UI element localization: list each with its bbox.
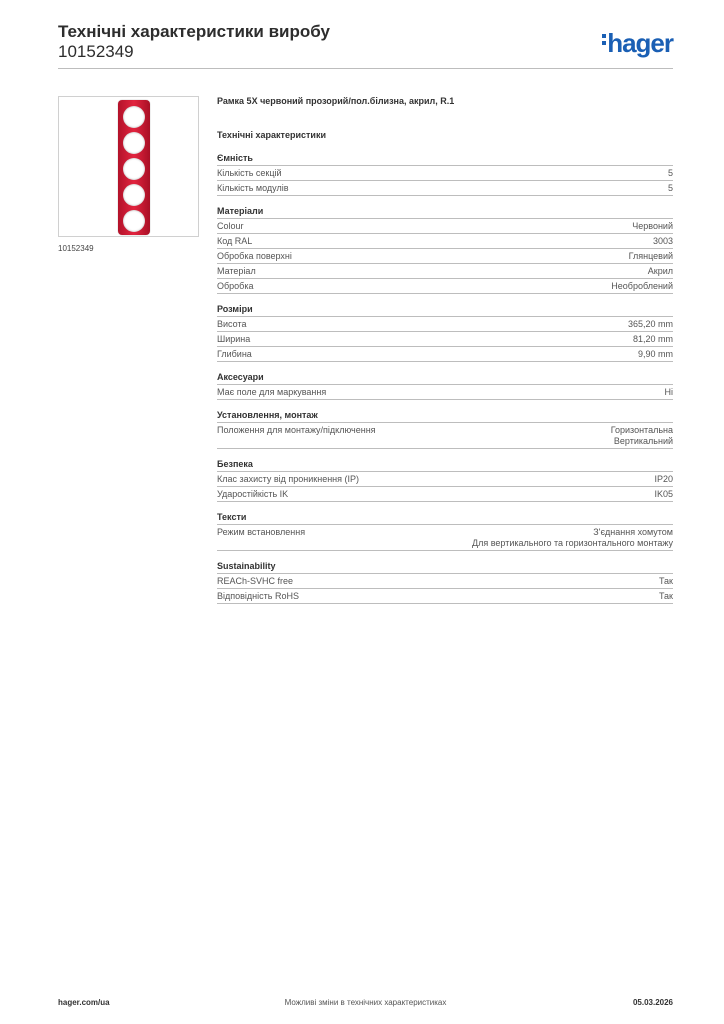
spec-value-line: Необроблений [611,281,673,291]
spec-row [217,166,673,181]
spec-label: Положення для монтажу/підключення [217,425,376,435]
spec-value-line: Так [658,576,673,586]
spec-row [217,423,673,449]
spec-label: Обробка поверхні [217,251,292,261]
spec-value [629,251,673,262]
spec-value [653,236,673,247]
spec-row [217,264,673,279]
logo-dots-icon [602,31,606,48]
spec-label: Кількість модулів [217,183,289,193]
spec-value-line: IP20 [654,474,673,484]
spec-value [654,489,673,500]
spec-value-line: 3003 [652,236,673,246]
spec-row [217,574,673,589]
spec-group-title: Розміри [217,304,673,317]
spec-value [611,281,673,292]
spec-value [628,319,673,330]
spec-row [217,487,673,502]
document-header [58,22,673,62]
spec-value [633,334,673,345]
frame-opening-icon [123,158,145,180]
spec-value [638,349,673,360]
red-5-gang-frame-image [118,100,150,235]
spec-value [665,387,674,398]
spec-value-line: 365,20 mm [627,319,673,329]
spec-group [217,410,673,449]
spec-value [632,221,673,232]
spec-value-line: З'єднання хомутом [593,527,673,537]
spec-value-line: Так [658,591,673,601]
spec-value [659,591,673,602]
spec-group-title: Sustainability [217,561,673,574]
spec-row [217,317,673,332]
spec-label: Має поле для маркування [217,387,327,397]
spec-value-line: Ні [664,387,673,397]
spec-label: Клас захисту від проникнення (IP) [217,474,360,484]
spec-row [217,234,673,249]
spec-label: Обробка [217,281,254,291]
footer-date: 05.03.2026 [632,998,673,1007]
spec-group-title: Безпека [217,459,673,472]
spec-row [217,332,673,347]
spec-label: Відповідність RoHS [217,591,299,601]
spec-group [217,459,673,502]
spec-label: Ударостійкість IK [217,489,289,499]
spec-value [668,183,673,194]
spec-value-line: 5 [667,183,673,193]
spec-row [217,347,673,362]
hager-logo [602,28,673,59]
logo-text: hager [607,28,673,58]
spec-value [648,266,673,277]
spec-label: Глибина [217,349,252,359]
spec-group [217,153,673,196]
spec-row [217,279,673,294]
spec-group-title: Матеріали [217,206,673,219]
spec-label: Кількість секцій [217,168,282,178]
frame-opening-icon [123,184,145,206]
spec-row [217,525,673,551]
spec-group [217,512,673,551]
spec-label: Режим встановлення [217,527,306,537]
spec-group-title: Аксесуари [217,372,673,385]
spec-value-line: 81,20 mm [632,334,673,344]
spec-value [472,527,673,549]
spec-groups [217,153,673,604]
spec-value-line: Червоний [632,221,673,231]
article-number: 10152349 [58,42,134,61]
spec-group [217,206,673,294]
spec-group [217,561,673,604]
spec-value-line: Глянцевий [628,251,673,261]
spec-group [217,372,673,400]
spec-label: Ширина [217,334,251,344]
spec-label: Colour [217,221,244,231]
spec-row [217,219,673,234]
spec-value-line: 5 [667,168,673,178]
frame-opening-icon [123,106,145,128]
footer-note: Можливі зміни в технічних характеристиках [284,998,447,1007]
spec-value-line: Горизонтальна [610,425,673,435]
spec-value-line: 9,90 mm [637,349,673,359]
header-divider [58,68,673,69]
spec-label: Код RAL [217,236,253,246]
spec-group-title: Тексти [217,512,673,525]
spec-value [668,168,673,179]
spec-value [659,576,673,587]
frame-opening-icon [123,132,145,154]
spec-group-title: Ємність [217,153,673,166]
spec-value-line: Акрил [647,266,673,276]
spec-label: Висота [217,319,247,329]
product-name: Рамка 5X червоний прозорий/пол.білизна, акрил, R.1 [217,96,455,106]
spec-value-line: Вертикальний [613,436,673,446]
spec-row [217,472,673,487]
frame-opening-icon [123,210,145,232]
spec-section-title: Технічні характеристики [217,130,326,140]
spec-value-line: IK05 [654,489,673,499]
page-title: Технічні характеристики виробу [58,22,330,41]
product-image-box [58,96,199,237]
spec-content [217,96,673,614]
spec-row [217,249,673,264]
spec-group [217,304,673,362]
spec-value [611,425,673,447]
image-caption: 10152349 [58,244,94,253]
spec-label: Матеріал [217,266,256,276]
footer-website: hager.com/ua [58,998,110,1007]
spec-row [217,589,673,604]
spec-value-line: Для вертикального та горизонтального монтажу [471,538,673,548]
spec-label: REACh-SVHC free [217,576,294,586]
spec-row [217,385,673,400]
spec-group-title: Установлення, монтаж [217,410,673,423]
spec-value [654,474,673,485]
spec-row [217,181,673,196]
